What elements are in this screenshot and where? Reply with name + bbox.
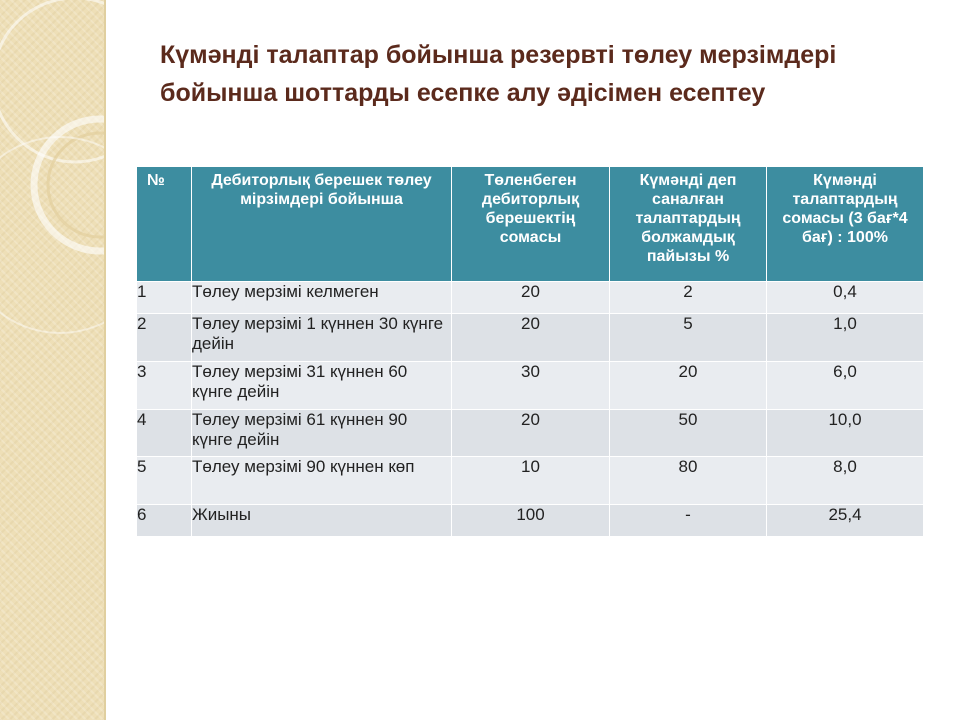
row-period: Төлеу мерзімі 1 күннен 30 күнге дейін xyxy=(192,314,452,362)
table-row xyxy=(137,314,924,362)
header-number: № xyxy=(137,167,192,282)
table-header-row xyxy=(137,167,924,282)
row-amount: 100 xyxy=(452,505,610,537)
row-percent: 2 xyxy=(610,282,767,314)
row-number: 5 xyxy=(137,457,192,505)
row-percent: - xyxy=(610,505,767,537)
header-doubtful-percent: Күмәнді деп саналған талаптардың болжамдық пайызы % xyxy=(610,167,767,282)
row-amount: 20 xyxy=(452,314,610,362)
row-number: 6 xyxy=(137,505,192,537)
row-amount: 30 xyxy=(452,362,610,410)
decorative-circles xyxy=(0,0,104,720)
row-percent: 50 xyxy=(610,410,767,457)
slide-title: Күмәнді талаптар бойынша резервті төлеу мерзімдері бойынша шоттарды есепке алу әдісімен есептеу xyxy=(160,41,837,107)
row-period: Төлеу мерзімі 31 күннен 60 күнге дейін xyxy=(192,362,452,410)
receivables-table xyxy=(136,166,924,537)
row-period: Төлеу мерзімі келмеген xyxy=(192,282,452,314)
row-doubtful-amount: 25,4 xyxy=(767,505,924,537)
row-amount: 20 xyxy=(452,282,610,314)
row-number: 4 xyxy=(137,410,192,457)
row-doubtful-amount: 0,4 xyxy=(767,282,924,314)
row-number: 1 xyxy=(137,282,192,314)
row-number: 2 xyxy=(137,314,192,362)
table-row xyxy=(137,457,924,505)
header-doubtful-amount: Күмәнді талаптардың сомасы (3 бағ*4 бағ) : 100% xyxy=(767,167,924,282)
row-period: Төлеу мерзімі 90 күннен көп xyxy=(192,457,452,505)
row-period: Төлеу мерзімі 61 күннен 90 күнге дейін xyxy=(192,410,452,457)
header-payment-period: Дебиторлық берешек төлеу мірзімдері бойынша xyxy=(192,167,452,282)
table-row xyxy=(137,282,924,314)
table-row xyxy=(137,362,924,410)
row-doubtful-amount: 8,0 xyxy=(767,457,924,505)
header-unpaid-amount: Төленбеген дебиторлық берешектің сомасы xyxy=(452,167,610,282)
row-amount: 20 xyxy=(452,410,610,457)
row-period: Жиыны xyxy=(192,505,452,537)
row-percent: 20 xyxy=(610,362,767,410)
row-doubtful-amount: 10,0 xyxy=(767,410,924,457)
row-number: 3 xyxy=(137,362,192,410)
row-percent: 80 xyxy=(610,457,767,505)
row-doubtful-amount: 1,0 xyxy=(767,314,924,362)
row-amount: 10 xyxy=(452,457,610,505)
table-row xyxy=(137,410,924,457)
table-row-total xyxy=(137,505,924,537)
decorative-side-panel xyxy=(0,0,106,720)
row-percent: 5 xyxy=(610,314,767,362)
row-doubtful-amount: 6,0 xyxy=(767,362,924,410)
